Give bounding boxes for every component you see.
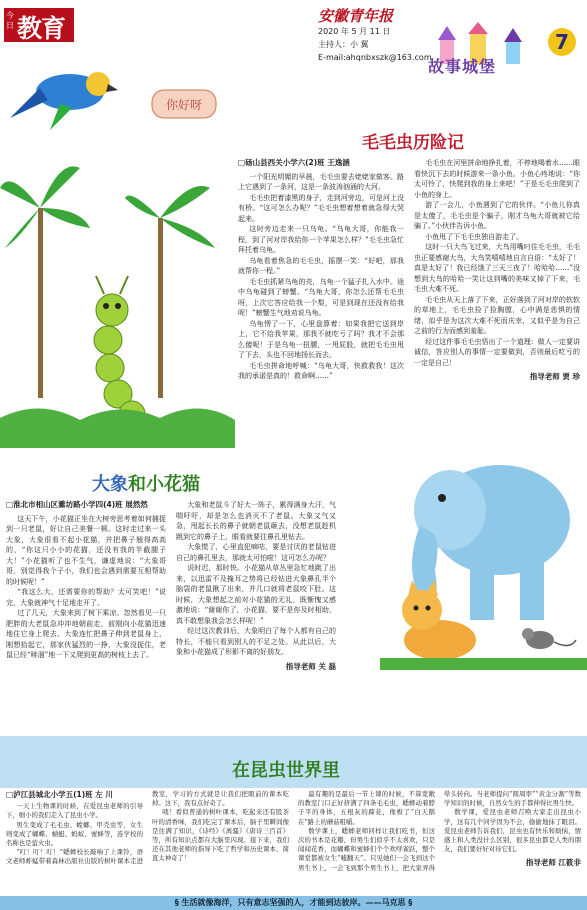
story3-paragraph: 男生变成了毛毛虫、螳螂、甲壳虫等，女生则变成了蝴蝶、蜻蜓、蚂蚁、蜜蜂等，连学校的名称也是萤火虫。 (6, 820, 143, 848)
issue-meta (318, 25, 432, 64)
issue-date: 2020 年 5 月 11 日 (318, 27, 391, 36)
footer-quote: § 生活就像海洋，只有意志坚强的人，才能到达彼岸。——马克思 § (0, 896, 587, 910)
elephant-and-cat-illustration (380, 440, 587, 670)
story3-title: 在昆虫世界里 (232, 760, 340, 781)
issue-editor: 主持人：小 翼 (318, 40, 369, 49)
story2-paragraph: 过了几天，大象来到了树下乘凉。忽然看见一只肥胖的大老鼠急冲冲地朝前走，前刚向小花猫迅速地住它身上爬去。大象连忙把鼻子伸到老鼠身上，刚想抬起它，那家伙猛烈的一挣，大象没捉住，老鼠已经“哧溜”地一下又爬到更高的树枝上去了。 (6, 609, 166, 659)
story3-paragraph: 咦！看似普通的树叶课本，吃起来还有股茶叶的清香味，我们吃完了课本后，脑子里瞬间像是往满了知识，《诗经》《离骚》《唐诗三百首》等，所有知识点都在大脑里闪现。接下来，我们还在其他老师的指导下吃了哲学和历史课本，简直太神奇了！ (152, 808, 289, 863)
story1-paragraph: 毛毛虫从天上落了下来，正好落到了河对岸的软软的草地上，毛毛虫捡了捡胸膛，心中满是悲惧的情绪，似乎是为这次大难不死而庆幸，又似乎是为自己之前的行为而感到羞耻。 (414, 295, 580, 335)
svg-text:你好呀: 你好呀 (165, 98, 203, 112)
story1-paragraph: 这时一只大鸟飞过来，大鸟用嘴叼住毛毛虫，毛毛虫正要感谢大鸟，大鸟笑嘻嘻地自言自语：“太好了！真是太好了！我已经饿了三天三夜了！哈哈哈……”没想到大鸟的哈哈一笑让这到嘴的美味又掉了下来，毛毛虫大难不死。 (414, 243, 580, 293)
story3-teacher: 指导老师 江筱非 (525, 858, 581, 868)
story2-paragraph: 说时迟，那时快。小花猫从草丛里急忙地跳了出来，以迅雷不及掩耳之势将已经钻进大象鼻孔半个脑袋的老鼠揪了出来，并几口就将老鼠咬下肚。这时候，大象想起之前对小花猫的无礼，既惭愧又感激地说：“谢谢你了，小花猫，要不是你及时相助，真不敢想象我会怎么样呢！” (176, 564, 336, 625)
story3-paragraph: 最有趣的是最后一节上课的时候，不算宽敞的教室门口正好挤满了四条毛毛虫，蟋蟀动着脖子平的身体，五根灰的蹄花，像极了“白天鹅在”路上的蘑菇咀嚼。 (298, 790, 435, 826)
story1-body (238, 158, 580, 448)
newspaper-name: 安徽青年报 (318, 7, 394, 25)
story2-teacher: 指导老师 关 磊 (285, 661, 336, 671)
story1-paragraph: 乌龟愣了一下，心里盘算着：如果我把它送到岸上，它不给我苹果，那我不就吃亏了吗？我才不会那么傻呢！于是乌龟一扭腰，一甩屁股，就把毛毛虫甩了下去，头也不回地扬长而去。 (238, 319, 404, 359)
parrot-and-caterpillar-illustration (0, 48, 235, 448)
story1-paragraph: 毛毛虫在河里拼命地挣扎着，不停地喝着水……眼看快沉下去的时候游来一条小鱼。小鱼心疼地说：“你太可怜了，快爬到我的身上来吧！”于是毛毛虫爬到了小鱼的身上。 (414, 159, 580, 199)
story1-paragraph: 毛毛虫拼命地呼喊：“乌龟大哥，快救救我！这次我的承诺是真的！救命啊……” (238, 361, 404, 380)
story1-teacher: 指导老师 贾 珍 (529, 372, 580, 381)
story3-paragraph: 一天上生物课的时候，在爱昆虫老师的引导下，细小的我们走入了昆虫小学。 (6, 802, 143, 820)
story3-paragraph: 数学课，爱昆虫老师召唤大家走出昆虫小学，这有几个同学因为不会，偷偷地抹了眼泪。爱昆虫老师告诉我们，昆虫也有快乐和烦恼，情感上和人类没什么区别，很多昆虫都是人类的朋友，我们要好好对待它们。 (444, 808, 581, 854)
story1-paragraph: 小鱼甩了下毛毛虫独自游走了。 (425, 232, 524, 241)
story2-body (6, 500, 336, 732)
story1-paragraph: 这时旁边走来一只乌龟。“乌龟大哥，你能我一程，到了河对岸我给你一个苹果怎么样？”毛毛虫急忙拜托着乌龟。 (238, 225, 404, 254)
story2-byline: □淮北市相山区濉坊路小学四(4)班 展然然 (6, 500, 148, 509)
story1-paragraph: 乌龟看着焦急的毛毛虫，摇摆一笑：“好吧，那我就帮你一程。” (238, 256, 404, 275)
story1-paragraph: 一个阳光明媚的早晨，毛毛虫要去姥姥家做客。路上它遇到了一条河，这是一条波涛汹涌的大河。 (238, 172, 404, 191)
story1-paragraph: 游了一会儿，小鱼遇到了它的伙伴。“小鱼儿你真是太傻了，毛毛虫是个骗子，刚才乌龟大哥就被它给骗了。”小伙伴告诉小鱼。 (414, 201, 580, 230)
logo-small-text: 今日 (6, 11, 14, 30)
story3-paragraph: 数学课上，蟋蟀老师同样让我们吃书，但这次的书本是花瓣，但男生们似乎不太喜欢，只是闻闻花香，而蝴蝶和蜜蜂们个个欢呼雀跃，整个课堂都被女生“嘘翻天”。只见她们一会飞到这个男生书上，一会飞到那个男生书上，把大家弄得晕头转向。当老师提问“圆周率”“黄金分割”等数学知识的时候，自然女生的手都伸得比男生快。 (298, 790, 581, 872)
column-logo (4, 8, 74, 42)
story1-paragraph: 毛毛虫把着漆黑的身子，走到河旁边，可是河上没有桥。“这可怎么办呢？”毛毛虫想着想着就急得大哭起来。 (238, 193, 404, 223)
story2-title (92, 470, 200, 496)
story3-body (6, 790, 581, 894)
logo-big-text: 教育 (17, 14, 66, 43)
story2-paragraph: 这天下午，小花猫正坐在大树旁思考着如何捕捉到一只老鼠，好让自己美餐一顿。这时走过来一头大象，大象很看不起小花猫，并把鼻子翘得高高的，“你这只小小的花猫，还没有我的半截腿子大！”小花猫听了也不生气，谦虚地说：“大象哥哥，别觉得我个子小，我们也会遇到需要互相帮助的时候呢！” (6, 514, 166, 586)
story2-title-part1: 大象 (92, 474, 128, 495)
story2-paragraph: 大象慌了，心里直犯嘀咕，要是讨厌的老鼠钻进自己的鼻孔里去，那就太可怕啦！这可怎么办呢？ (176, 543, 336, 562)
story2-paragraph: 经过这次教训后，大象明白了每个人都有自己的特长，不能只看到别人的不足之处。从此以后，大象和小花猫成了形影不离的好朋友。 (176, 627, 336, 656)
story1-paragraph: 经过这件事毛毛虫悟出了一个道理：做人一定要讲诚信，答应别人的事情一定要做到，否则最后吃亏的一定是自己！ (414, 337, 580, 367)
issue-email: E-mail:ahqnbxszk@163.com (318, 53, 432, 62)
story1-paragraph: 毛毛虫抓紧乌龟的壳，乌龟一个猛子扎入水中。途中乌龟碰到了螃蟹。“乌龟大哥，你怎么还帮毛毛虫呀，上次它答应给我一个梨，可是到现在还没有给我呢！”螃蟹生气地劝说乌龟。 (238, 277, 404, 317)
story3-paragraph: “叮！叮！叮！”蟋蟀校长敲响了上课铃，语文老师蚱蜢带着森林出版社出版的树叶课本走进教室，学习的方式就是让我们把眼前的课本吃掉。这下，我有点好奇了。 (6, 790, 289, 866)
page-number: 7 (548, 28, 576, 56)
story1-byline: □砀山县西关小学六(2)班 王逸涵 (238, 158, 350, 167)
story2-paragraph: “我这么大，还需要你的帮助？太可笑吧！”说完，大象就神气十足地走开了。 (6, 588, 166, 607)
story2-paragraph: 大象和老鼠斗了好大一阵子，累得满身大汗，气喘吁吁，却是怎么也消灭不了老鼠。大象又气又急，甩起长长的鼻子就朝老鼠砸去，没想老鼠趁机跳到它的鼻子上，眼看就要往鼻孔里钻去。 (176, 501, 336, 541)
story3-byline: □泸江县城北小学五(1)班 左 川 (6, 790, 113, 799)
story2-title-part2: 和小花猫 (128, 474, 200, 495)
section-title: 故事城堡 (428, 57, 497, 76)
story1-title: 毛毛虫历险记 (362, 133, 464, 153)
